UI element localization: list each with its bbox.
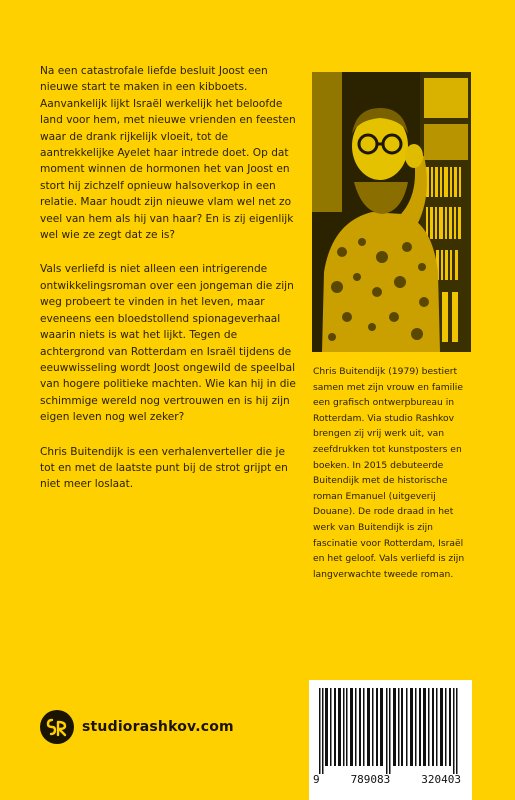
author-bio bbox=[313, 364, 473, 582]
author-portrait-illustration bbox=[312, 72, 471, 352]
isbn-group-2: 320403 bbox=[421, 773, 461, 786]
isbn-number bbox=[313, 773, 469, 786]
studio-rashkov-logo-icon bbox=[40, 710, 74, 744]
isbn-group-1: 789083 bbox=[350, 773, 391, 786]
isbn-prefix: 9 bbox=[313, 773, 320, 786]
blurb-paragraph-2: Vals verliefd is niet alleen een intrigerende ontwikkelingsroman over een jongeman die zijn weg probeert te vinden in het leven, maar eveneens een bloedstollend spionageverhaal waarin niets is wat het lijkt. Tegen de achtergrond van Rotterdam en Israël tijdens de eeuwwisseling wordt Joost ongewild de speelbal van hogere politieke machten. Wie kan hij in die schimmige wereld nog vertrouwen en is hij zijn eigen leven nog wel zeker? bbox=[40, 263, 296, 424]
blurb-paragraph-1: Na een catastrofale liefde besluit Joost een nieuwe start te maken in een kibboets. Aanvankelijk lijkt Israël werkelijk het beloofde land voor hem, met nieuwe vrienden en feesten waar de drank rijkelijk vloeit, tot de aantrekkelijke Ayelet haar intrede doet. Op dat moment winnen de hormonen het van Joost en stort hij zichzelf opnieuw halsoverkop in een relatie. Maar houdt zijn nieuwe vlam wel net zo veel van hem als hij van haar? En is zij eigenlijk wel wie ze zegt dat ze is? bbox=[40, 65, 296, 242]
author-photo bbox=[312, 72, 471, 352]
back-cover-blurb bbox=[40, 63, 298, 511]
publisher-logo bbox=[40, 709, 234, 745]
barcode-bars bbox=[315, 688, 465, 774]
isbn-barcode bbox=[309, 680, 472, 800]
author-bio-text: Chris Buitendijk (1979) bestiert samen met zijn vrouw en familie een grafisch ontwerpbureau in Rotterdam. Via studio Rashkov brengen zij vrij werk uit, van zeefdrukken tot kunstposters en boeken. In 2015 debuteerde Buitendijk met de historische roman Emanuel (uitgeverij Douane). De rode draad in het werk van Buitendijk is zijn fascinatie voor Rotterdam, Israël en het geloof. Vals verliefd is zijn langverwachte tweede roman. bbox=[313, 366, 465, 580]
publisher-website: studiorashkov.com bbox=[82, 719, 234, 735]
blurb-paragraph-3: Chris Buitendijk is een verhalenverteller die je tot en met de laatste punt bij de strot grijpt en niet meer loslaat. bbox=[40, 445, 288, 491]
